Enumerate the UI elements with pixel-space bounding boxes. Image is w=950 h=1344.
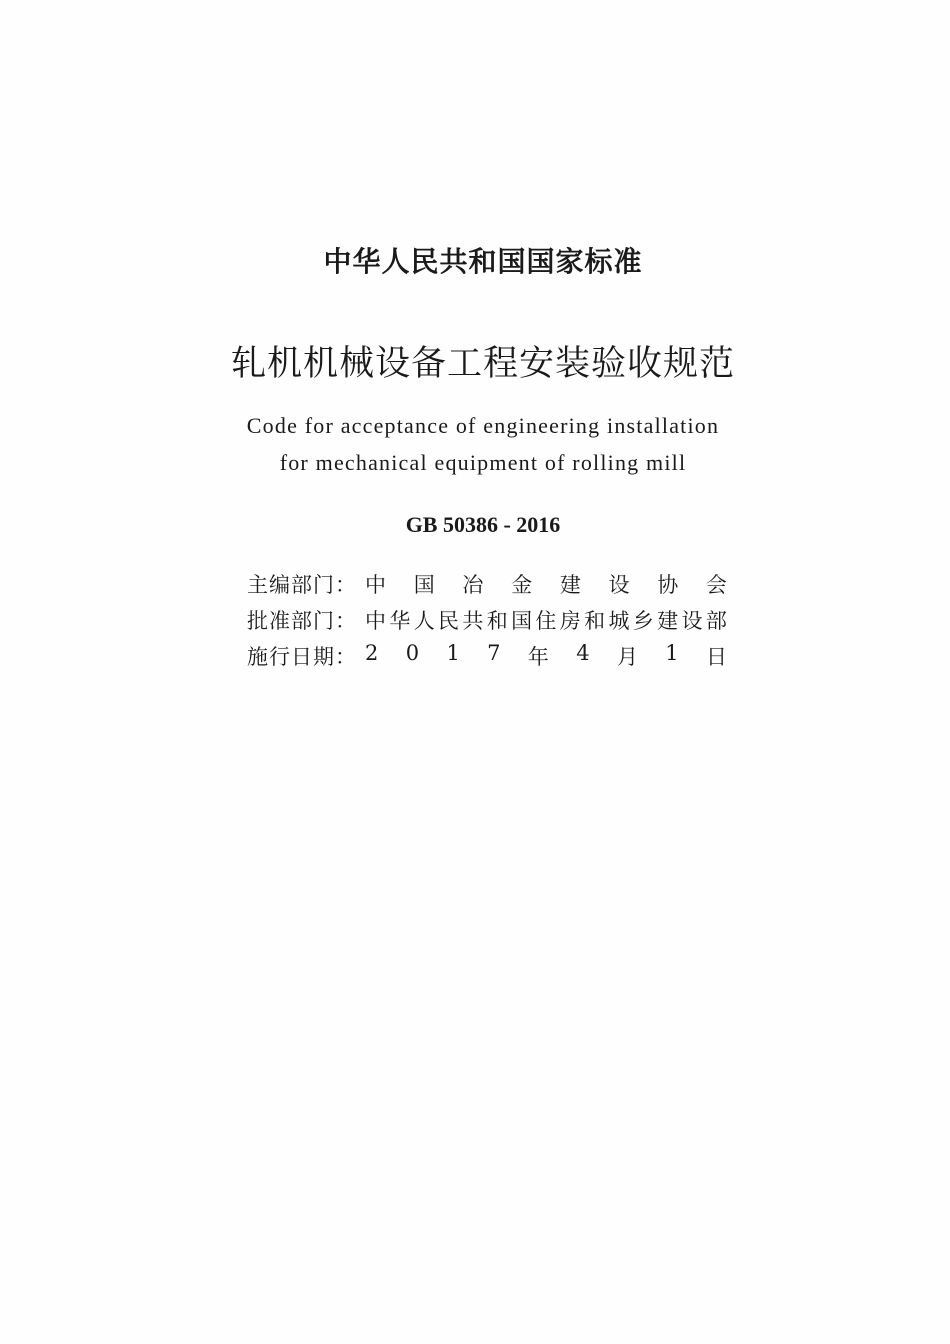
effective-date-value (365, 641, 727, 671)
effective-date-row (247, 638, 727, 674)
editor-char: 中 (365, 573, 386, 597)
approver-char: 民 (438, 609, 460, 633)
editor-char: 建 (559, 573, 581, 597)
approver-char: 乡 (632, 609, 654, 633)
standard-code: GB 50386 - 2016 (405, 512, 561, 537)
editor-char: 协 (657, 573, 679, 597)
editor-row (247, 566, 727, 602)
document-title-english-line2: for mechanical equipment of rolling mill (279, 450, 687, 475)
effective-date-char: 日 (706, 645, 727, 669)
editor-char: 设 (608, 573, 630, 597)
approver-char: 设 (681, 609, 703, 633)
approver-row (247, 602, 727, 638)
approver-value (365, 605, 727, 635)
effective-date-char: 1 (446, 641, 460, 665)
approver-char: 和 (486, 609, 508, 633)
approver-char: 部 (705, 609, 727, 633)
editor-label: 主编部门： (247, 573, 357, 597)
approver-char: 房 (559, 609, 581, 633)
effective-date-char: 7 (487, 641, 501, 665)
effective-date-char: 2 (365, 641, 379, 665)
standard-series-heading: 中华人民共和国国家标准 (323, 245, 643, 278)
approver-char: 住 (535, 609, 557, 633)
effective-date-label: 施行日期： (247, 645, 357, 669)
effective-date-char: 4 (576, 641, 590, 665)
approver-char: 和 (584, 609, 606, 633)
approver-char: 共 (462, 609, 484, 633)
editor-char: 国 (413, 573, 435, 597)
approver-char: 华 (389, 609, 411, 633)
editor-char: 金 (511, 573, 533, 597)
editor-char: 会 (705, 573, 727, 597)
effective-date-char: 0 (405, 641, 420, 665)
document-title-chinese: 轧机机械设备工程安装验收规范 (230, 344, 735, 384)
publication-info (247, 566, 727, 674)
approver-char: 人 (413, 609, 435, 633)
editor-char: 冶 (462, 573, 484, 597)
approver-char: 国 (511, 609, 533, 633)
approver-char: 中 (365, 609, 386, 633)
effective-date-char: 年 (527, 645, 549, 669)
effective-date-char: 1 (665, 641, 679, 665)
approver-char: 建 (657, 609, 679, 633)
approver-char: 城 (608, 609, 630, 633)
approver-label: 批准部门： (247, 609, 357, 633)
document-title-english-line1: Code for acceptance of engineering installation (246, 413, 720, 438)
editor-value (365, 569, 727, 599)
effective-date-char: 月 (616, 645, 638, 669)
